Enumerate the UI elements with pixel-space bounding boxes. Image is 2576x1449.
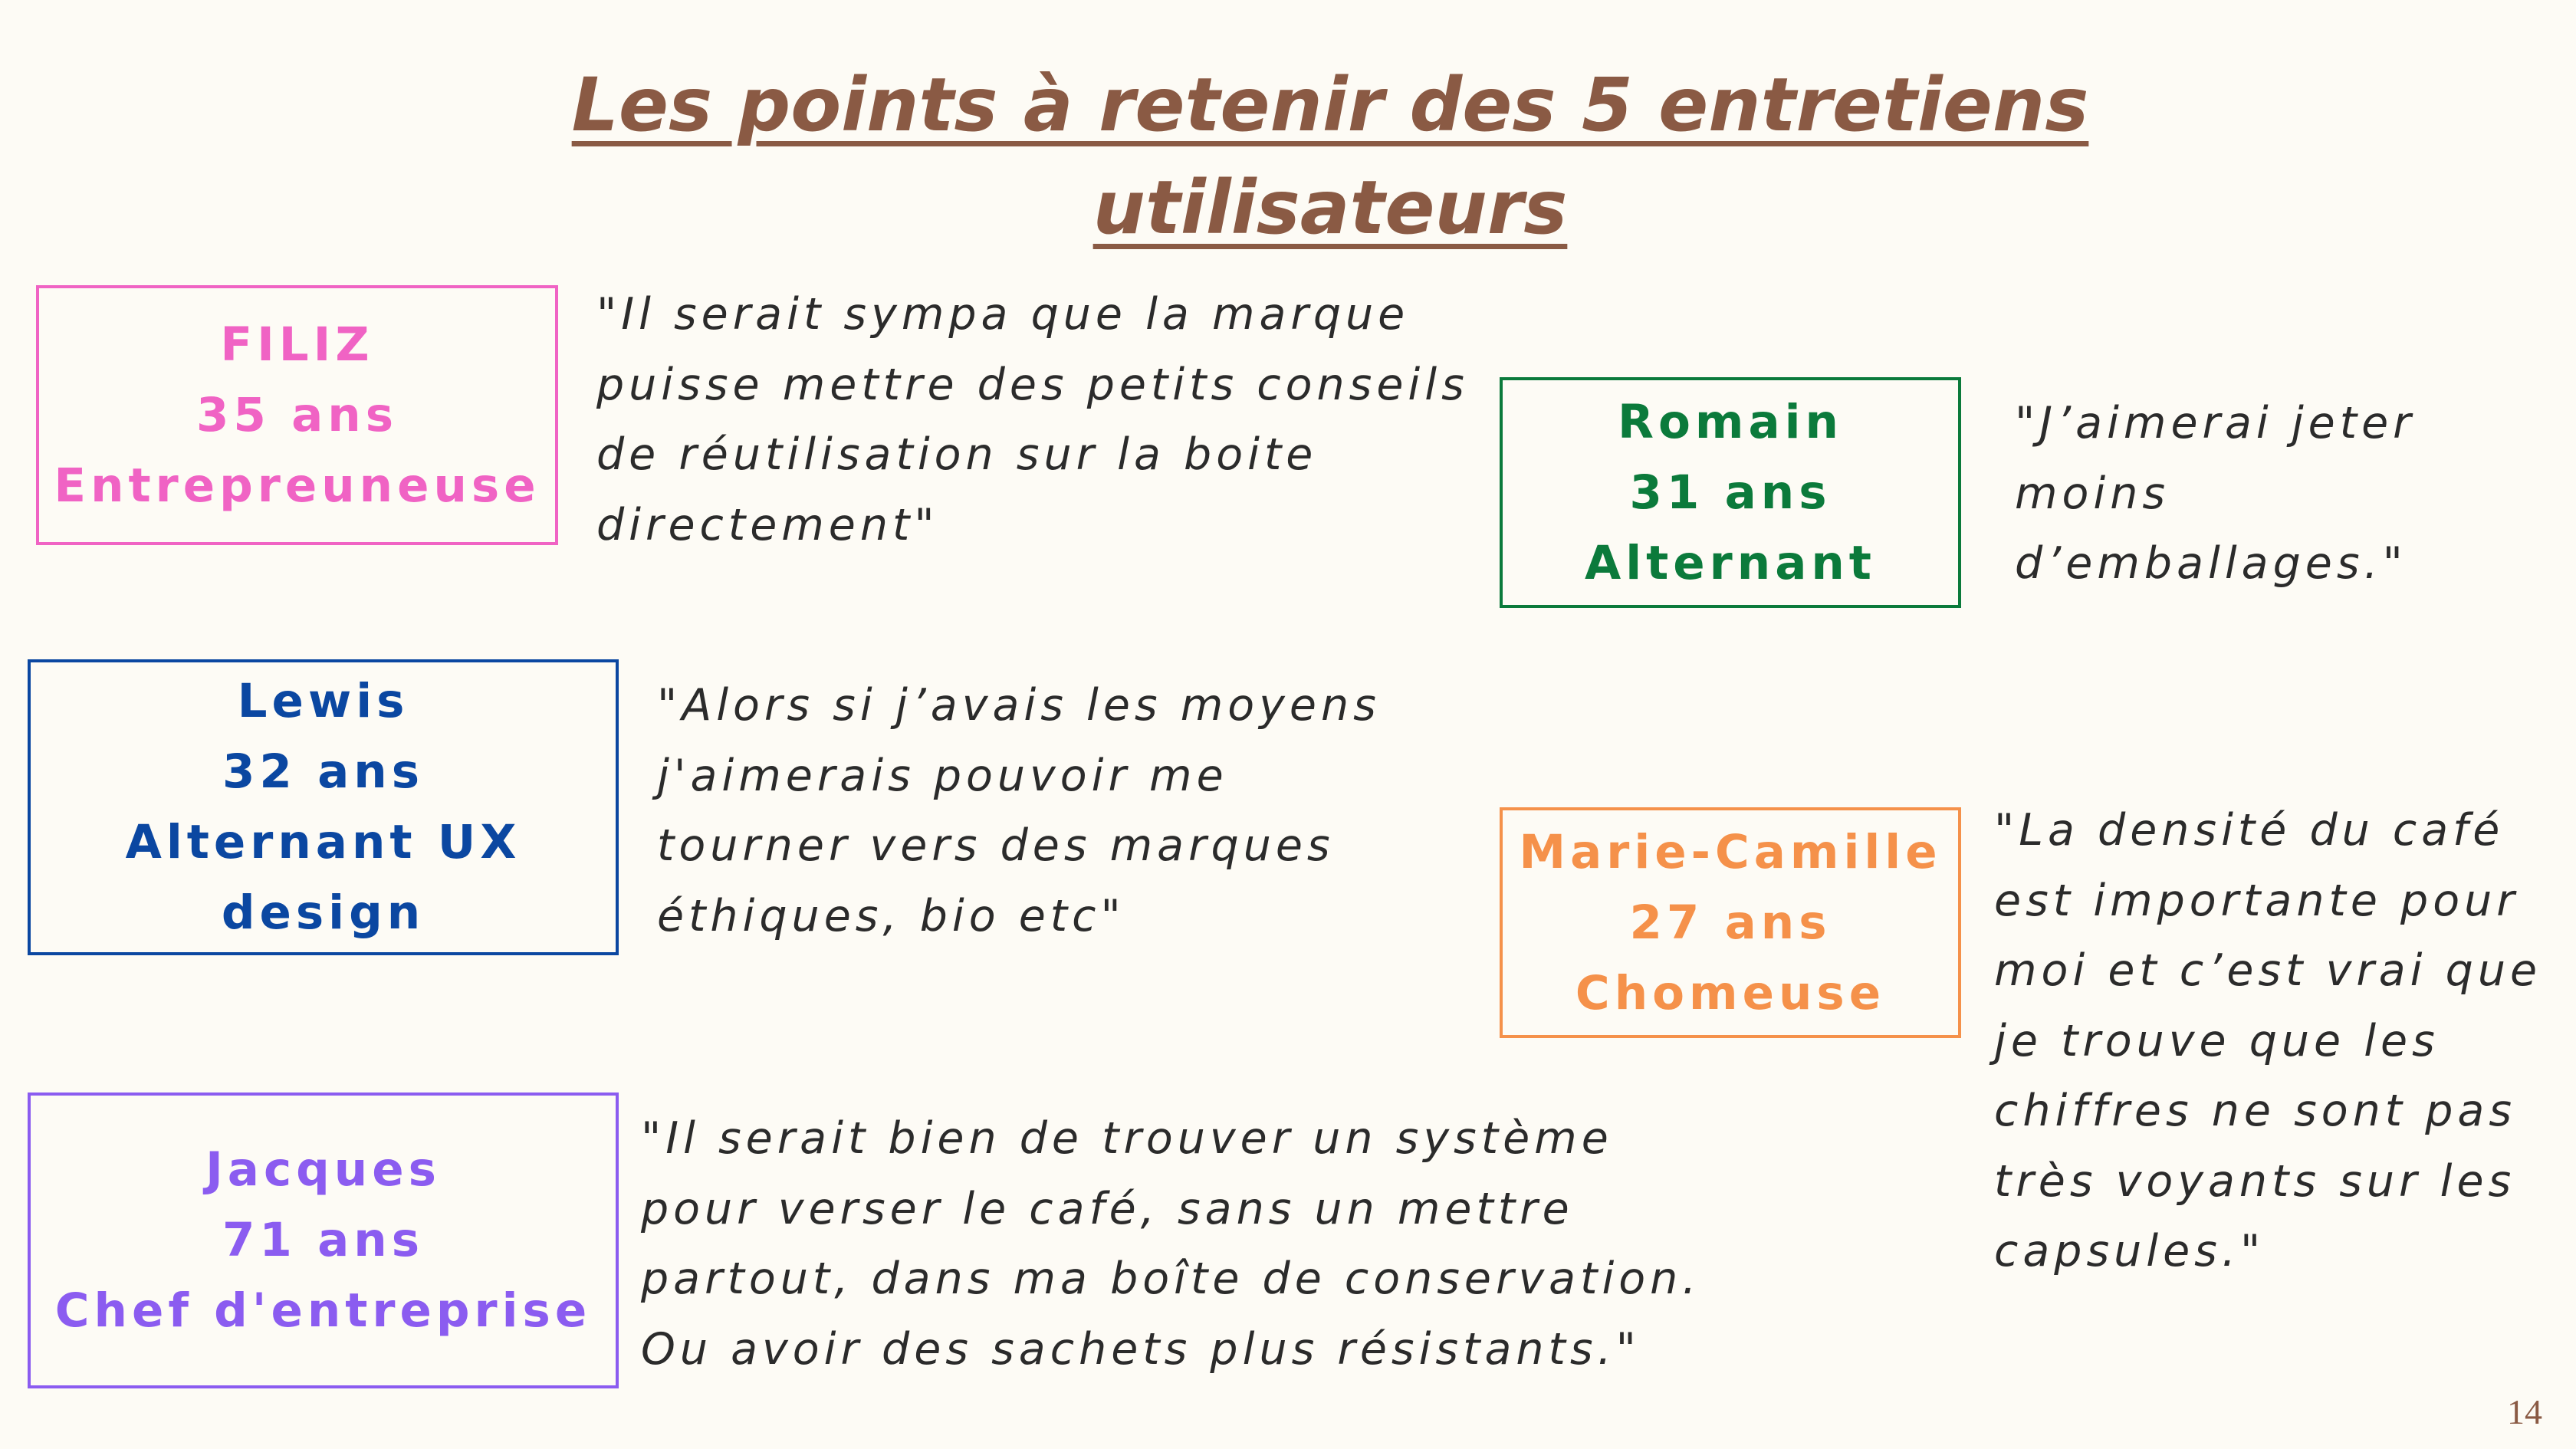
persona-name: Jacques [205, 1142, 441, 1197]
persona-role-line-2: design [221, 886, 426, 940]
quote-filiz: "Il serait sympa que la marque puisse mettre des petits conseils de réutilisation sur la boite directement" [596, 289, 1469, 550]
persona-role: Chef d'entreprise [54, 1283, 592, 1338]
persona-card-romain [1500, 377, 1961, 608]
persona-name: Marie-Camille [1519, 824, 1942, 879]
persona-role: Entrepreuneuse [54, 458, 540, 513]
persona-card-jacques [28, 1092, 619, 1388]
page-title-line-2: utilisateurs [1092, 165, 1568, 251]
persona-age: 27 ans [1629, 895, 1832, 950]
persona-card-marie-camille [1500, 807, 1961, 1038]
page-title [0, 54, 2576, 259]
persona-name: FILIZ [220, 317, 374, 372]
quote-romain: "J’aimerai jeter moins d’emballages." [2015, 398, 2416, 589]
quote-jacques: "Il serait bien de trouver un système pour verser le café, sans un mettre partout, dans ma boîte de conservation. Ou avoir des sachets plus résistants." [641, 1113, 1701, 1375]
page-title-line-1: Les points à retenir des 5 entretiens [571, 62, 2089, 149]
persona-card-filiz [36, 285, 558, 545]
page-number: 14 [2507, 1392, 2542, 1431]
persona-age: 31 ans [1629, 465, 1832, 520]
quote-marie-camille: "La densité du café est importante pour moi et c’est vrai que je trouve que les chiffres ne sont pas très voyants sur les capsules." [1994, 805, 2542, 1276]
persona-role: Chomeuse [1575, 965, 1886, 1020]
persona-age: 35 ans [196, 387, 399, 442]
persona-name: Romain [1618, 394, 1843, 449]
persona-role: Alternant [1585, 535, 1876, 590]
persona-name: Lewis [237, 674, 409, 728]
persona-age: 71 ans [222, 1213, 425, 1267]
persona-role-line-1: Alternant UX [125, 815, 521, 869]
quote-lewis: "Alors si j’avais les moyens j'aimerais pouvoir me tourner vers des marques éthiques, bio etc" [657, 680, 1381, 941]
persona-card-lewis [28, 659, 619, 955]
persona-age: 32 ans [222, 744, 425, 799]
